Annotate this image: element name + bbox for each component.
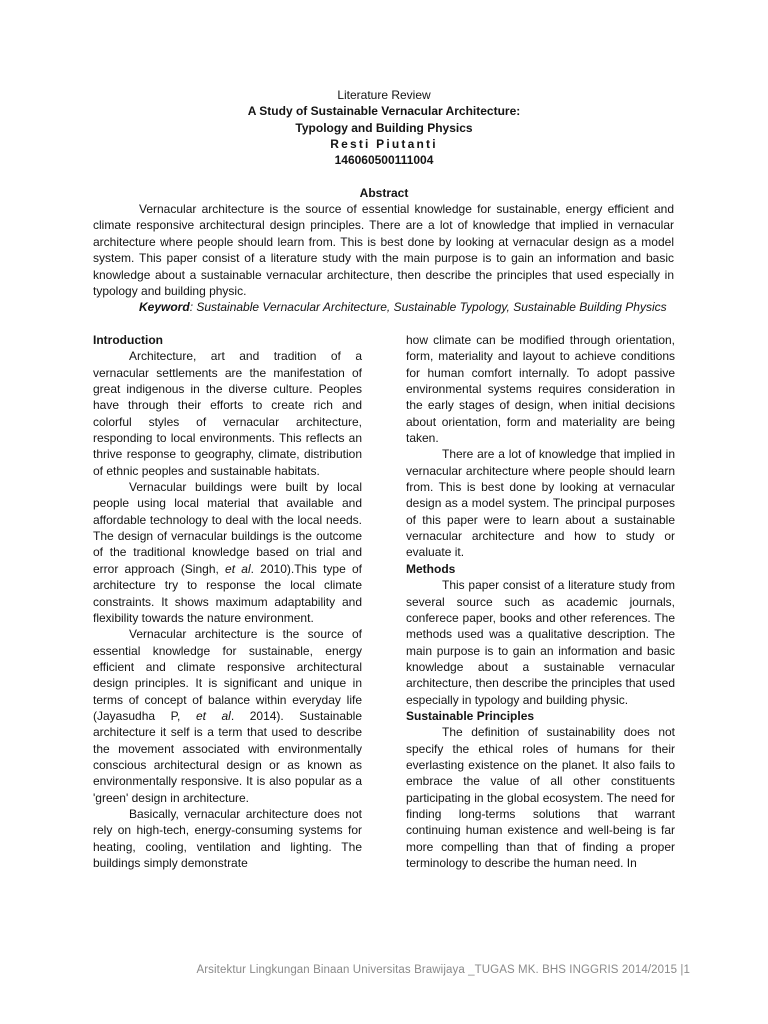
intro-paragraph-1: Architecture, art and tradition of a vernacular settlements are the manifestation of great indigenous in the diverse culture. Peoples have through their efforts to create rich and colorful styles of vernacular architecture, responding to local environments. This reflects an thrive response to geography, climate, distribution of ethnic peoples and sustainable habitats.: [93, 349, 362, 478]
intro-paragraph-2-text-a: Vernacular buildings were built by local people using local material that available and affordable technology to deal with the local needs. The design of vernacular buildings is the outcome of the traditional knowledge based on trial and error approach (Singh,: [93, 480, 362, 576]
author-name: Resti Piutanti: [330, 136, 438, 151]
keyword-line: [93, 299, 674, 315]
intro-paragraph-3-text-a: Vernacular architecture is the source of essential knowledge for sustainable, energy efficient and climate responsive architectural design principles. It is significant and unique in terms of concept of balance within everyday life (Jayasudha P,: [93, 627, 362, 723]
intro-paragraph-3-text-b: . 2014). Sustainable architecture it self is a term that used to describe the movement associated with environmentally conscious architectural design or as known as environmentally responsive. It is also popular as a 'green' design in architecture.: [93, 708, 363, 805]
intro-paragraph-2: [93, 479, 362, 626]
sustainable-principles-heading: Sustainable Principles: [406, 708, 535, 723]
paper-title-line-1: A Study of Sustainable Vernacular Architecture:: [247, 104, 521, 119]
right-column: [406, 332, 675, 871]
et-al-italic: et al: [225, 561, 251, 576]
methods-heading: Methods: [406, 561, 456, 576]
left-column: [93, 332, 362, 871]
introduction-heading: Introduction: [93, 333, 163, 347]
methods-paragraph: This paper consist of a literature study from several source such as academic journals, conferece paper, books and other references. The methods used was a qualitative description. The main purpose is to gain an information and basic knowledge about a sustainable vernacular architecture, then describe the principles that used especially in typology and building physic.: [406, 578, 675, 707]
page-footer: Arsitektur Lingkungan Binaan Universitas Brawijaya _TUGAS MK. BHS INGGRIS 2014/2015 |1: [196, 964, 690, 976]
intro-continuation-paragraph: how climate can be modified through orientation, form, materiality and layout to achieve conditions for human comfort internally. To adopt passive environmental systems requires consideration in the early stages of design, when initial decisions about orientation, form and materiality are being taken.: [406, 333, 675, 446]
abstract-heading: Abstract: [359, 186, 409, 200]
abstract-text: Vernacular architecture is the source of essential knowledge for sustainable, energy efficient and climate responsive architectural design principles. There are a lot of knowledge that implied in vernacular architecture where people should learn from. This is best done by looking at vernacular design as a model system. This paper consist of a literature study with the main purpose is to gain an information and basic knowledge about a sustainable vernacular architecture, then describe the principles that used especially in typology and building physic.: [93, 202, 674, 299]
keyword-label: Keyword: [139, 300, 190, 315]
keyword-list: : Sustainable Vernacular Architecture, Sustainable Typology, Sustainable Building Physics: [189, 300, 667, 315]
intro-paragraph-4: Basically, vernacular architecture does not rely on high-tech, energy-consuming systems for heating, cooling, ventilation and lighting. The buildings simply demonstrate: [93, 806, 362, 870]
document-kind: Literature Review: [337, 88, 431, 102]
student-id: 146060500111004: [334, 153, 434, 168]
paper-header: [0, 87, 768, 168]
paper-title-line-2: Typology and Building Physics: [295, 120, 473, 135]
intro-paragraph-2-text-b: . 2010).This type of architecture try to response the local climate constraints. It shows maximum adaptability and flexibility towards the nature environment.: [93, 561, 362, 625]
et-al-italic: et al: [195, 708, 231, 723]
principles-paragraph: The definition of sustainability does not specify the ethical roles of humans for their everlasting existence on the planet. It also fails to embrace the value of all other constituents participating in the global ecosystem. The need for finding long-terms solutions that warrant continuing human existence and well-being is far more compelling than that of finding a proper terminology to describe the human need. In: [406, 725, 675, 870]
abstract-section: [93, 201, 674, 316]
intro-paragraph-3: [93, 626, 362, 806]
intro-paragraph-5: There are a lot of knowledge that implied in vernacular architecture where people should learn from. This is best done by looking at vernacular design as a model system. The principal purposes of this paper were to learn about a sustainable vernacular architecture and how to study or evaluate it.: [406, 447, 675, 560]
